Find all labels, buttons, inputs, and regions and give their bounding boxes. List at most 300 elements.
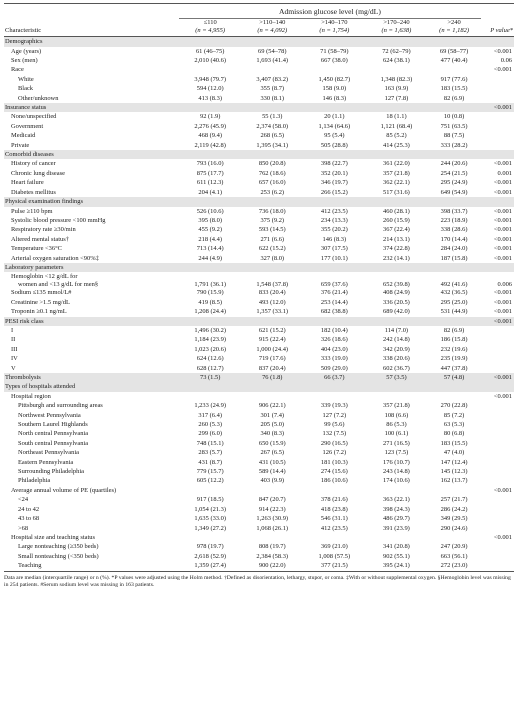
table-row <box>4 420 514 429</box>
value-cell: 214 (13.1) <box>383 235 410 243</box>
value-cell: 270 (22.8) <box>440 402 468 410</box>
value-cell: 357 (21.8) <box>383 402 410 410</box>
value-cell: 183 (15.5) <box>440 439 468 447</box>
value-cell: 594 (12.0) <box>196 85 224 93</box>
value-cell: 1,348 (82.3) <box>380 75 413 83</box>
row-label: <24 <box>18 496 29 504</box>
value-cell: 69 (54–78) <box>258 47 287 55</box>
section-row <box>4 317 514 326</box>
value-cell: 377 (21.5) <box>303 561 365 571</box>
p-value-cell <box>481 514 514 523</box>
row-label: 24 to 42 <box>18 505 40 513</box>
value-cell: 505 (28.8) <box>320 141 348 149</box>
value-cell: 1,054 (21.3) <box>194 505 226 513</box>
value-cell: 682 (38.8) <box>320 308 348 316</box>
value-cell: 793 (16.0) <box>196 160 224 168</box>
value-cell: 1,134 (64.6) <box>318 122 351 130</box>
p-value-cell <box>481 382 514 391</box>
row-label: Diabetes mellitus <box>11 188 56 196</box>
row-label-line-1: Hemoglobin <12 g/dL for <box>11 272 78 280</box>
value-cell: 232 (19.6) <box>440 345 468 353</box>
row-label: Pulse ≥110 bpm <box>11 207 53 215</box>
p-value-cell: <0.001 <box>493 289 512 297</box>
value-cell <box>303 65 365 74</box>
value-cell <box>303 197 365 206</box>
row-label-line-2: women and <13 g/dL for men§ <box>18 280 99 288</box>
row-label: Hospital size and teaching status <box>11 533 96 541</box>
row-label: Hospital region <box>11 392 51 400</box>
p-value-cell <box>481 150 514 159</box>
table-row <box>4 47 514 56</box>
value-cell: 330 (8.1) <box>260 94 285 102</box>
value-cell: 186 (15.8) <box>440 336 468 344</box>
value-cell: 127 (7.2) <box>322 411 347 419</box>
p-value-cell <box>481 141 514 150</box>
value-cell <box>303 392 365 401</box>
row-label: Creatinine >1.5 mg/dL <box>11 298 70 306</box>
table-row <box>4 288 514 297</box>
row-label: Laboratory parameters <box>4 263 179 272</box>
value-cell: 253 (6.2) <box>260 188 285 196</box>
table-row <box>4 542 514 551</box>
value-cell: 779 (15.7) <box>196 468 224 476</box>
row-label: Philadelphia <box>18 477 51 485</box>
value-cell: 391 (23.9) <box>383 524 410 532</box>
value-cell: 418 (23.8) <box>320 505 348 513</box>
value-cell: 376 (21.4) <box>320 289 348 297</box>
value-cell: 589 (14.4) <box>258 468 286 476</box>
value-cell: 1,023 (20.6) <box>194 345 226 353</box>
value-cell: 145 (12.3) <box>440 468 468 476</box>
value-cell: 235 (19.9) <box>440 355 468 363</box>
value-cell: 327 (8.0) <box>260 254 285 262</box>
table-row <box>4 254 514 263</box>
table-row <box>4 307 514 316</box>
p-value-cell <box>481 458 514 467</box>
p-value-cell <box>481 542 514 551</box>
value-cell: 338 (28.6) <box>440 226 468 234</box>
table-row <box>4 298 514 307</box>
row-label: II <box>11 336 16 344</box>
value-cell: 652 (39.8) <box>383 280 410 288</box>
value-cell: 978 (19.7) <box>196 543 224 551</box>
p-value-cell <box>481 495 514 504</box>
value-cell: 414 (25.3) <box>383 141 410 149</box>
value-cell: 114 (7.0) <box>384 326 409 334</box>
value-cell <box>365 317 427 326</box>
value-cell <box>303 382 365 391</box>
table-row <box>4 401 514 410</box>
value-cell <box>427 382 480 391</box>
row-label: III <box>11 345 18 353</box>
p-value-cell <box>481 131 514 140</box>
row-label: I <box>11 326 14 334</box>
p-value-cell <box>481 420 514 429</box>
value-cell: 1,357 (33.1) <box>256 308 289 316</box>
row-label: Northeast Pennsylvania <box>18 449 79 457</box>
value-cell: 719 (17.6) <box>258 355 286 363</box>
row-label: History of cancer <box>11 160 56 168</box>
value-cell <box>365 263 427 272</box>
value-cell: 1,496 (30.2) <box>194 326 226 334</box>
value-cell: 1,184 (23.9) <box>194 336 226 344</box>
row-label: Thrombolysis <box>4 373 179 382</box>
value-cell: 408 (24.9) <box>383 289 410 297</box>
value-cell <box>241 65 303 74</box>
value-cell: 333 (19.0) <box>320 355 348 363</box>
value-cell: 611 (12.3) <box>196 179 224 187</box>
value-cell: 73 (1.5) <box>179 373 241 382</box>
value-cell <box>365 197 427 206</box>
p-value-cell <box>481 263 514 272</box>
value-cell <box>241 263 303 272</box>
p-value-cell: <0.001 <box>493 66 512 74</box>
p-value-header: P value* <box>481 19 514 37</box>
value-cell: 412 (23.5) <box>320 207 348 215</box>
row-label: Other/unknown <box>18 94 59 102</box>
row-label: North central Pennsylvania <box>18 430 89 438</box>
row-label: IV <box>11 355 18 363</box>
value-cell <box>179 317 241 326</box>
table-row <box>4 56 514 65</box>
value-cell: 468 (9.4) <box>198 132 222 140</box>
table-row <box>4 207 514 216</box>
value-cell <box>241 533 303 542</box>
row-label: Race <box>11 66 24 74</box>
value-cell: 624 (12.6) <box>196 355 224 363</box>
value-cell: 266 (15.2) <box>320 188 348 196</box>
table-row <box>4 244 514 253</box>
value-cell <box>241 317 303 326</box>
p-value-cell: <0.001 <box>493 47 512 55</box>
value-cell: 85 (5.2) <box>386 132 407 140</box>
value-cell: 57 (3.5) <box>365 373 427 382</box>
value-cell: 455 (9.2) <box>198 226 222 234</box>
table-row <box>4 448 514 457</box>
row-label: Surrounding Philadelphia <box>18 468 84 476</box>
value-cell: 915 (22.4) <box>258 336 286 344</box>
table-row <box>4 335 514 344</box>
value-cell <box>427 263 480 272</box>
header-blank-cell <box>481 4 514 19</box>
table-row <box>4 495 514 504</box>
value-cell <box>179 103 241 112</box>
p-value-cell <box>481 561 514 571</box>
table-row <box>4 94 514 103</box>
p-value-cell <box>481 37 514 47</box>
row-label: Arterial oxygen saturation <90%‡ <box>11 254 99 262</box>
p-value-cell <box>481 345 514 354</box>
value-cell: 1,791 (36.1) <box>194 280 226 288</box>
value-cell: 162 (13.7) <box>440 477 468 485</box>
row-label: None/unspecified <box>11 113 57 121</box>
value-cell: 349 (29.5) <box>440 515 468 523</box>
value-cell: 205 (5.0) <box>260 421 285 429</box>
value-cell: 395 (24.1) <box>365 561 427 571</box>
section-row <box>4 103 514 112</box>
value-cell <box>241 197 303 206</box>
characteristic-header: Characteristic <box>4 19 179 37</box>
value-cell: 546 (31.1) <box>320 515 348 523</box>
value-cell: 375 (9.2) <box>260 216 285 224</box>
p-value-cell <box>481 552 514 561</box>
value-cell: 1,121 (68.4) <box>380 122 413 130</box>
value-cell: 902 (55.1) <box>383 552 410 560</box>
value-cell: 3,407 (83.2) <box>256 75 289 83</box>
value-cell <box>427 533 480 542</box>
p-value-cell: <0.001 <box>493 207 512 215</box>
value-cell: 177 (10.1) <box>320 254 348 262</box>
value-cell: 146 (8.3) <box>322 235 347 243</box>
value-cell: 1,548 (37.8) <box>256 280 289 288</box>
value-cell: 341 (20.8) <box>383 543 410 551</box>
value-cell: 339 (19.3) <box>320 402 348 410</box>
row-label: White <box>18 75 34 83</box>
value-cell: 1,359 (27.4) <box>179 561 241 571</box>
value-cell <box>427 486 480 495</box>
value-cell: 509 (29.0) <box>320 364 348 372</box>
value-cell: 374 (22.8) <box>383 245 410 253</box>
value-cell: 900 (22.0) <box>241 561 303 571</box>
value-cell: 460 (28.1) <box>383 207 410 215</box>
p-value-cell: <0.001 <box>493 179 512 187</box>
value-cell: 3,948 (79.7) <box>194 75 226 83</box>
value-cell: 247 (20.9) <box>440 543 468 551</box>
value-cell: 2,010 (40.6) <box>194 57 226 64</box>
section-row <box>4 37 514 47</box>
table-row <box>4 272 514 288</box>
value-cell: 254 (21.5) <box>440 169 468 177</box>
value-cell: 299 (6.0) <box>198 430 222 438</box>
value-cell: 127 (7.8) <box>384 94 409 102</box>
value-cell <box>365 103 427 112</box>
table-row <box>4 178 514 187</box>
value-cell: 914 (22.3) <box>258 505 286 513</box>
value-cell: 66 (3.7) <box>303 373 365 382</box>
value-cell: 326 (18.6) <box>320 336 348 344</box>
value-cell: 268 (6.5) <box>260 132 285 140</box>
value-cell: 76 (1.8) <box>241 373 303 382</box>
value-cell: 290 (16.5) <box>320 439 348 447</box>
row-label: 43 to 68 <box>18 515 40 523</box>
value-cell: 531 (44.9) <box>440 308 468 316</box>
p-value-cell: 0.06 <box>500 57 512 64</box>
value-cell: 82 (6.9) <box>443 326 465 334</box>
value-cell: 593 (14.5) <box>258 226 286 234</box>
value-cell: 649 (54.9) <box>440 188 468 196</box>
value-cell: 108 (6.6) <box>384 411 409 419</box>
value-cell: 2,374 (58.0) <box>256 122 289 130</box>
p-value-cell: <0.001 <box>493 216 512 224</box>
value-cell <box>303 103 365 112</box>
value-cell: 355 (8.7) <box>260 85 285 93</box>
value-cell <box>365 65 427 74</box>
row-label: Respiratory rate ≥30/min <box>11 226 76 234</box>
value-cell: 1,008 (57.5) <box>318 552 351 560</box>
value-cell: 92 (1.9) <box>199 113 221 121</box>
column-header-row <box>4 19 514 37</box>
value-cell: 253 (14.4) <box>320 298 348 306</box>
value-cell: 260 (15.9) <box>383 216 410 224</box>
table-row <box>4 458 514 467</box>
row-label: Northwest Pennsylvania <box>18 411 81 419</box>
value-cell: 85 (7.2) <box>443 411 465 419</box>
value-cell <box>179 150 241 159</box>
table-header <box>4 4 514 37</box>
value-cell: 367 (22.4) <box>383 226 410 234</box>
p-value-cell: 0.006 <box>497 280 512 288</box>
value-cell: 657 (16.0) <box>258 179 286 187</box>
row-label: Average annual volume of PE (quartiles) <box>11 486 117 494</box>
p-value-cell <box>481 326 514 335</box>
value-cell: 663 (56.1) <box>440 552 468 560</box>
p-value-cell: <0.001 <box>493 486 512 494</box>
value-cell: 187 (15.8) <box>440 254 468 262</box>
value-cell: 146 (8.3) <box>322 94 347 102</box>
table-row <box>4 326 514 335</box>
value-cell: 363 (22.1) <box>383 496 410 504</box>
value-cell: 2,384 (58.3) <box>256 552 289 560</box>
value-cell: 748 (15.1) <box>196 439 224 447</box>
value-cell: 2,276 (45.9) <box>194 122 226 130</box>
glucose-group-title: Admission glucose level (mg/dL) <box>179 4 481 19</box>
row-label: >68 <box>18 524 29 532</box>
value-cell: 833 (20.4) <box>258 289 286 297</box>
p-value-cell: <0.001 <box>493 188 512 196</box>
row-label: Temperature <36°C <box>11 245 62 253</box>
value-cell: 346 (19.7) <box>320 179 348 187</box>
value-cell <box>427 103 480 112</box>
value-cell: 605 (12.2) <box>196 477 224 485</box>
value-cell: 218 (4.4) <box>198 235 222 243</box>
p-value-cell <box>481 94 514 103</box>
value-cell: 82 (6.9) <box>443 94 465 102</box>
value-cell <box>365 150 427 159</box>
row-label: Eastern Pennsylvania <box>18 458 74 466</box>
value-cell: 20 (1.1) <box>324 113 345 121</box>
value-cell: 123 (7.5) <box>384 449 409 457</box>
value-cell <box>303 150 365 159</box>
value-cell: 431 (10.5) <box>258 458 286 466</box>
value-cell: 181 (10.3) <box>320 458 348 466</box>
value-cell: 158 (9.0) <box>322 85 347 93</box>
value-cell: 432 (36.5) <box>440 289 468 297</box>
p-value-cell <box>481 75 514 84</box>
value-cell <box>179 37 241 47</box>
value-cell <box>427 197 480 206</box>
table-row <box>4 75 514 84</box>
value-cell <box>303 263 365 272</box>
row-label: Demographics <box>4 37 179 47</box>
value-cell <box>427 65 480 74</box>
value-cell: 69 (58–77) <box>439 47 469 55</box>
value-cell: 182 (10.4) <box>320 326 348 334</box>
value-cell: 72 (62–79) <box>382 47 411 55</box>
row-label <box>4 272 179 288</box>
value-cell <box>365 486 427 495</box>
section-row <box>4 197 514 206</box>
table-row <box>4 235 514 244</box>
table-row <box>4 122 514 131</box>
value-cell: 186 (10.6) <box>320 477 348 485</box>
table-footnote: Data are median (interquartile range) or n (%). *P values were adjusted using the Holm method. †Defined as disorientation, lethargy, stupor, or coma. ‡With or without supplemental oxygen. §Hemoglobin level was missing in 254 patients. #Serum sodium level was missing in 163 patients. <box>4 574 511 588</box>
row-label: Teaching <box>4 561 179 571</box>
value-cell: 1,450 (82.7) <box>318 75 351 83</box>
value-cell: 232 (14.1) <box>383 254 410 262</box>
value-cell: 176 (10.7) <box>383 458 410 466</box>
header-blank-cell <box>4 4 179 19</box>
p-value-cell <box>481 401 514 410</box>
baseline-characteristics-table <box>4 3 514 572</box>
table-row <box>4 216 514 225</box>
value-cell: 333 (28.2) <box>440 141 468 149</box>
value-cell: 47 (4.0) <box>443 449 465 457</box>
table-row <box>4 159 514 168</box>
p-value-cell <box>481 112 514 121</box>
table-row <box>4 561 514 571</box>
row-label: Sex (men) <box>11 57 38 64</box>
p-value-cell <box>481 354 514 363</box>
column-header-5: >240 (n = 1,182) <box>427 19 480 37</box>
value-cell: 413 (8.3) <box>198 94 222 102</box>
value-cell: 431 (8.7) <box>198 458 222 466</box>
value-cell <box>179 392 241 401</box>
value-cell: 204 (4.1) <box>198 188 222 196</box>
value-cell: 751 (63.5) <box>440 122 468 130</box>
value-cell: 57 (4.8) <box>427 373 480 382</box>
value-cell: 86 (5.3) <box>386 421 407 429</box>
row-label: Small nonteaching (<350 beds) <box>18 552 99 560</box>
table-row <box>4 225 514 234</box>
value-cell: 223 (18.9) <box>440 216 468 224</box>
value-cell: 378 (21.6) <box>320 496 348 504</box>
row-label: Private <box>11 141 30 149</box>
table-row <box>4 84 514 93</box>
value-cell: 1,000 (24.4) <box>256 345 289 353</box>
value-cell <box>365 382 427 391</box>
table-row <box>4 476 514 485</box>
p-value-cell <box>481 429 514 438</box>
value-cell <box>179 533 241 542</box>
value-cell: 61 (46–75) <box>195 47 225 55</box>
value-cell: 307 (17.5) <box>320 245 348 253</box>
value-cell: 260 (5.3) <box>198 421 222 429</box>
value-cell: 1,395 (34.1) <box>256 141 289 149</box>
value-cell <box>241 392 303 401</box>
value-cell: 398 (22.7) <box>320 160 348 168</box>
value-cell: 257 (21.7) <box>440 496 468 504</box>
value-cell: 1,068 (26.1) <box>256 524 289 532</box>
value-cell: 284 (24.0) <box>440 245 468 253</box>
value-cell: 419 (8.5) <box>198 298 222 306</box>
value-cell: 242 (14.8) <box>383 336 410 344</box>
row-label: Insurance status <box>4 103 179 112</box>
table-row <box>4 467 514 476</box>
p-value-cell <box>481 448 514 457</box>
row-label: Heart failure <box>11 179 44 187</box>
value-cell: 917 (18.5) <box>196 496 224 504</box>
value-cell: 624 (38.1) <box>383 57 410 64</box>
value-cell <box>303 486 365 495</box>
row-label: PESI risk class <box>4 317 179 326</box>
value-cell <box>365 392 427 401</box>
value-cell: 2,618 (52.9) <box>194 552 226 560</box>
value-cell: 272 (23.0) <box>427 561 480 571</box>
p-value-cell <box>481 505 514 514</box>
p-value-cell: <0.001 <box>493 226 512 234</box>
value-cell <box>427 317 480 326</box>
value-cell: 80 (6.8) <box>443 430 465 438</box>
